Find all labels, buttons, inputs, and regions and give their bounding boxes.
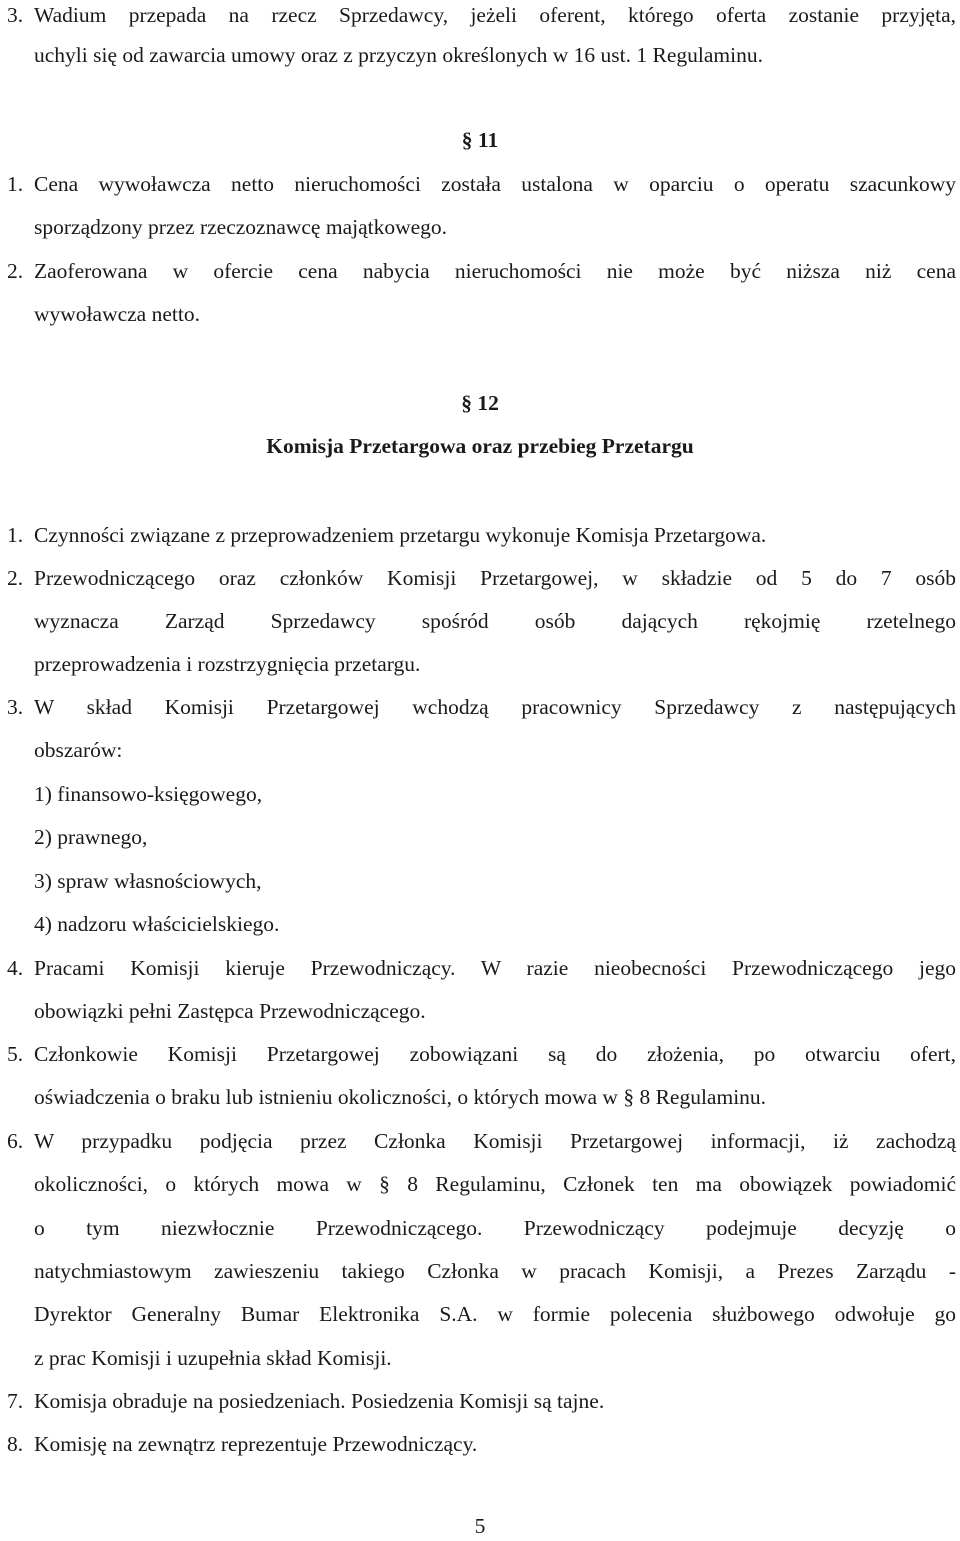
paragraph-line [0, 1039, 960, 1069]
paragraph-line [0, 996, 960, 1026]
page-number: 5 [474, 1514, 486, 1538]
paragraph-line [0, 299, 960, 329]
paragraph-line [0, 692, 960, 722]
paragraph-line [0, 649, 960, 679]
paragraph-text: z prac Komisji i uzupełnia skład Komisji. [34, 1346, 392, 1370]
sub-item-text: 2) prawnego, [34, 825, 148, 849]
list-number: 2. [7, 259, 24, 283]
paragraph-line [0, 1343, 960, 1373]
paragraph-line [0, 1169, 960, 1199]
paragraph-text: natychmiastowym zawieszeniu takiego Członka w pracach Komisji, a Prezes Zarządu - [34, 1259, 956, 1283]
paragraph-line [0, 520, 960, 550]
list-number: 6. [7, 1129, 24, 1153]
list-number: 4. [7, 956, 24, 980]
list-item [0, 779, 960, 809]
list-number: 1. [7, 172, 24, 196]
paragraph-text: Członkowie Komisji Przetargowej zobowiązani są do złożenia, po otwarciu ofert, [34, 1042, 956, 1066]
paragraph-text: Cena wywoławcza netto nieruchomości została ustalona w oparciu o operatu szacunkowy [34, 172, 956, 196]
list-number: 7. [7, 1389, 24, 1413]
paragraph-line [0, 256, 960, 286]
list-number: 3. [7, 3, 24, 27]
paragraph-line [0, 953, 960, 983]
list-number: 8. [7, 1432, 24, 1456]
section-heading: § 12 [461, 391, 499, 415]
list-item [0, 822, 960, 852]
paragraph-text: Wadium przepada na rzecz Sprzedawcy, jeżeli oferent, którego oferta zostanie przyjęta, [34, 3, 956, 27]
sub-item-text: 1) finansowo-księgowego, [34, 782, 263, 806]
sub-item-text: 3) spraw własnościowych, [34, 869, 262, 893]
sub-item-text: 4) nadzoru właścicielskiego. [34, 912, 280, 936]
list-item [0, 909, 960, 939]
paragraph-line [0, 735, 960, 765]
paragraph-text: Czynności związane z przeprowadzeniem przetargu wykonuje Komisja Przetargowa. [34, 523, 767, 547]
paragraph-line [0, 1429, 960, 1459]
paragraph-line [0, 1299, 960, 1329]
section-title: Komisja Przetargowa oraz przebieg Przetargu [266, 434, 694, 458]
list-number: 1. [7, 523, 24, 547]
list-number: 3. [7, 695, 24, 719]
paragraph-text: wywoławcza netto. [34, 302, 200, 326]
paragraph-text: o tym niezwłocznie Przewodniczącego. Przewodniczący podejmuje decyzję o [34, 1216, 956, 1240]
paragraph-text: W przypadku podjęcia przez Członka Komisji Przetargowej informacji, iż zachodzą [34, 1129, 956, 1153]
paragraph-text: przeprowadzenia i rozstrzygnięcia przetargu. [34, 652, 421, 676]
paragraph-text: W skład Komisji Przetargowej wchodzą pracownicy Sprzedawcy z następujących [34, 695, 956, 719]
paragraph-text: Zaoferowana w ofercie cena nabycia nieruchomości nie może być niższa niż cena [34, 259, 956, 283]
paragraph-line [0, 0, 960, 30]
list-number: 2. [7, 566, 24, 590]
paragraph-text: obszarów: [34, 738, 123, 762]
paragraph-text: obowiązki pełni Zastępca Przewodniczącego. [34, 999, 426, 1023]
paragraph-line [0, 212, 960, 242]
paragraph-text: uchyli się od zawarcia umowy oraz z przyczyn określonych w 16 ust. 1 Regulaminu. [34, 43, 763, 67]
paragraph-line [0, 563, 960, 593]
paragraph-line [0, 1213, 960, 1243]
paragraph-text: wyznacza Zarząd Sprzedawcy spośród osób dających rękojmię rzetelnego [34, 609, 956, 633]
paragraph-line [0, 1082, 960, 1112]
paragraph-line [0, 606, 960, 636]
paragraph-line [0, 1256, 960, 1286]
paragraph-line [0, 40, 960, 70]
paragraph-line [0, 1126, 960, 1156]
paragraph-text: okoliczności, o których mowa w § 8 Regulaminu, Członek ten ma obowiązek powiadomić [34, 1172, 956, 1196]
paragraph-text: Pracami Komisji kieruje Przewodniczący. W razie nieobecności Przewodniczącego jego [34, 956, 956, 980]
paragraph-text: Dyrektor Generalny Bumar Elektronika S.A. w formie polecenia służbowego odwołuje go [34, 1302, 956, 1326]
paragraph-text: Komisja obraduje na posiedzeniach. Posiedzenia Komisji są tajne. [34, 1389, 605, 1413]
paragraph-text: Przewodniczącego oraz członków Komisji Przetargowej, w składzie od 5 do 7 osób [34, 566, 956, 590]
paragraph-text: Komisję na zewnątrz reprezentuje Przewodniczący. [34, 1432, 478, 1456]
paragraph-text: oświadczenia o braku lub istnieniu okoliczności, o których mowa w § 8 Regulaminu. [34, 1085, 767, 1109]
paragraph-line [0, 169, 960, 199]
list-number: 5. [7, 1042, 24, 1066]
paragraph-line [0, 1386, 960, 1416]
paragraph-text: sporządzony przez rzeczoznawcę majątkowego. [34, 215, 448, 239]
list-item [0, 866, 960, 896]
section-heading: § 11 [461, 128, 499, 152]
